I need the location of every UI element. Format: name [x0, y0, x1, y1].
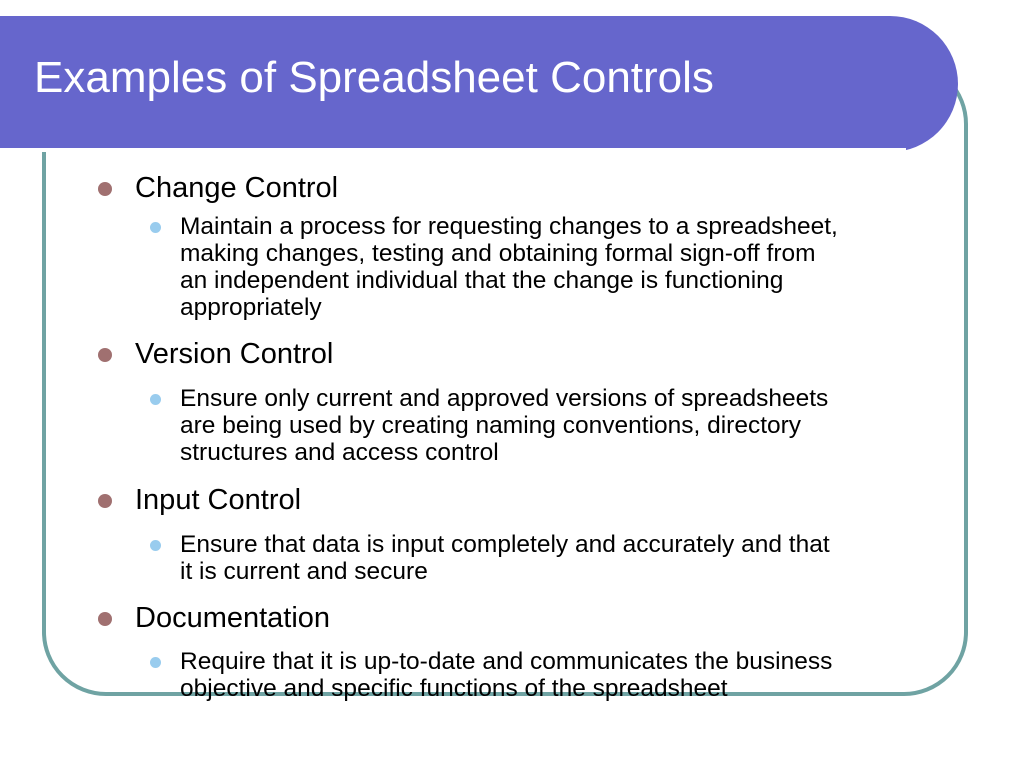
detail-line: are being used by creating naming conventions, directory [180, 412, 802, 439]
section-detail-change-control [180, 213, 960, 321]
bullet-dot-icon [98, 348, 112, 362]
detail-line: Ensure that data is input completely and accurately and that [180, 531, 830, 558]
section-detail-documentation [180, 648, 960, 702]
detail-line: appropriately [180, 294, 322, 321]
detail-line: making changes, testing and obtaining formal sign-off from [180, 240, 816, 267]
detail-line: Require that it is up-to-date and communicates the business [180, 648, 833, 675]
detail-line: Maintain a process for requesting changes to a spreadsheet, [180, 213, 838, 240]
sub-bullet-dot-icon [150, 222, 161, 233]
section-heading-change-control: Change Control [135, 172, 339, 204]
detail-line: objective and specific functions of the spreadsheet [180, 675, 728, 702]
detail-line: Ensure only current and approved versions of spreadsheets [180, 385, 829, 412]
slide-title: Examples of Spreadsheet Controls [34, 53, 714, 102]
section-heading-input-control: Input Control [135, 484, 302, 516]
section-detail-input-control [180, 531, 960, 585]
bullet-dot-icon [98, 182, 112, 196]
section-heading-version-control: Version Control [135, 338, 334, 370]
detail-line: an independent individual that the change is functioning [180, 267, 784, 294]
sub-bullet-dot-icon [150, 540, 161, 551]
detail-line: it is current and secure [180, 558, 428, 585]
sub-bullet-dot-icon [150, 394, 161, 405]
section-detail-version-control [180, 385, 960, 466]
bullet-dot-icon [98, 494, 112, 508]
section-heading-documentation: Documentation [135, 602, 331, 634]
detail-line: structures and access control [180, 439, 499, 466]
sub-bullet-dot-icon [150, 657, 161, 668]
bullet-dot-icon [98, 612, 112, 626]
